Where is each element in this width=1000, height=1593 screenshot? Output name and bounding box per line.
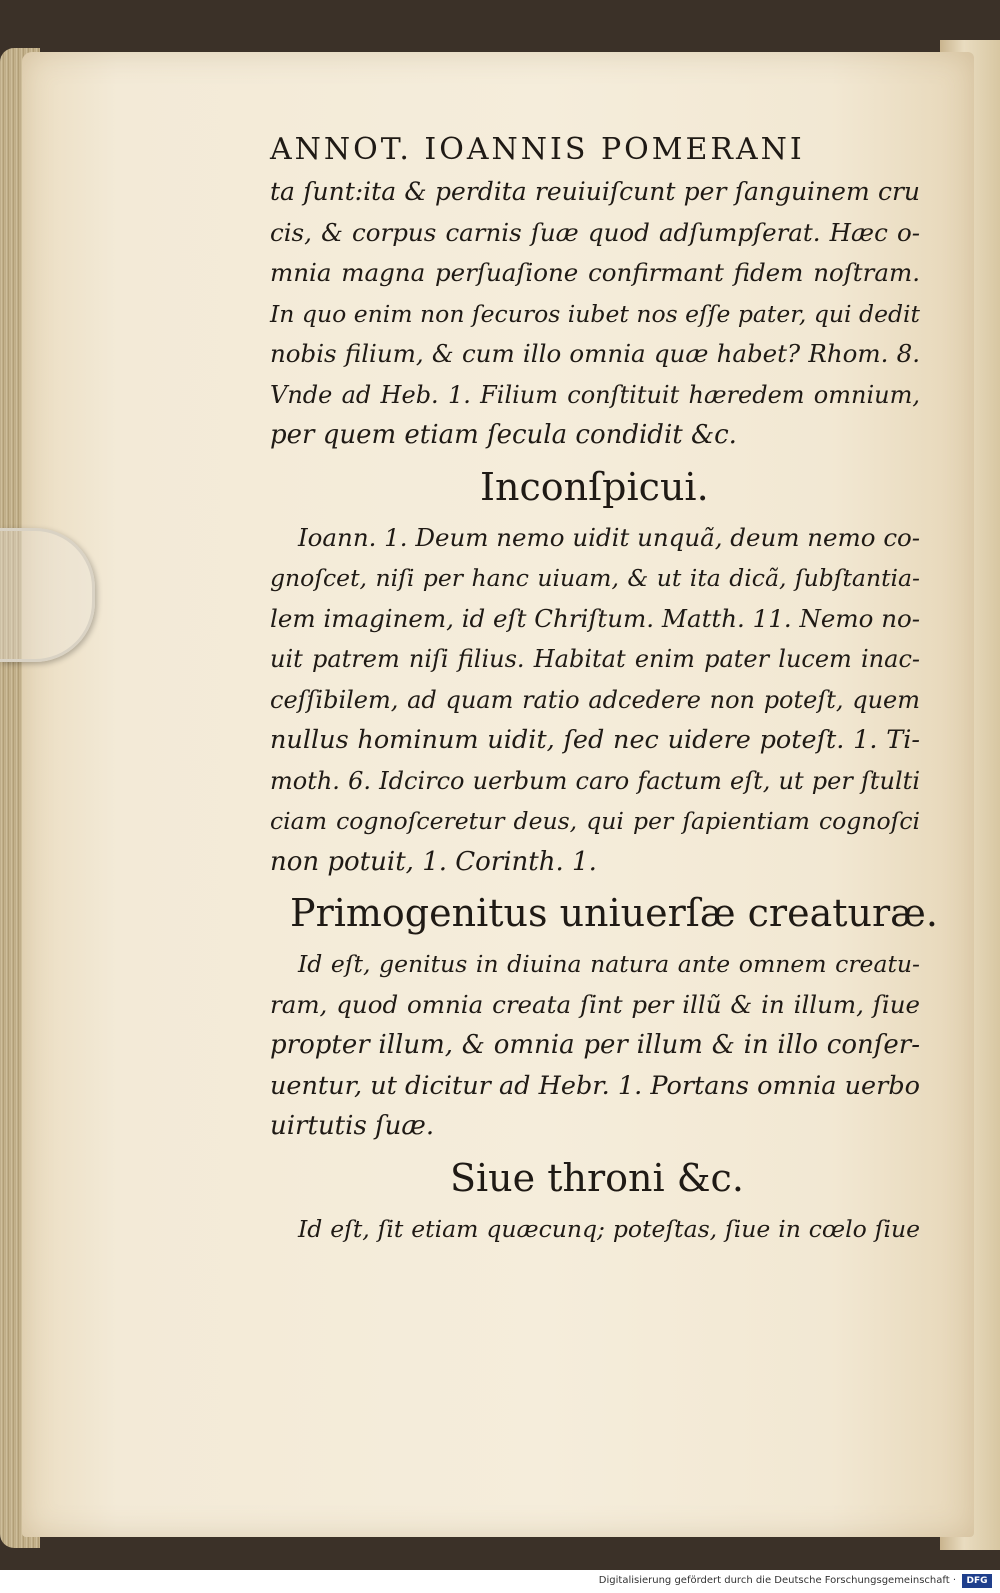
section-heading-siue-throni: Siue throni &c. bbox=[450, 1155, 744, 1200]
text-line: gnoſcet, niſi per hanc uiuam, & ut ita dicã, ſubſtantia- bbox=[270, 564, 920, 592]
text-line: Id eſt, genitus in diuina natura ante omnem creatu- bbox=[298, 950, 920, 978]
paragraph-3 bbox=[270, 944, 920, 1147]
text-line: per quem etiam ſecula condidit &c. bbox=[270, 420, 737, 450]
text-line: propter illum, & omnia per illum & in illo conſer- bbox=[270, 1030, 920, 1060]
page-text bbox=[270, 128, 938, 1249]
paragraph-2 bbox=[270, 518, 920, 883]
text-line: non potuit, 1. Corinth. 1. bbox=[270, 846, 597, 877]
text-line: nullus hominum uidit, ſed nec uidere poteſt. 1. Ti- bbox=[270, 725, 920, 755]
text-line: ta ſunt:ita & perdita reuiuiſcunt per ſanguinem cru bbox=[270, 177, 920, 206]
section-heading-primogenitus: Primogenitus uniuerſæ creaturæ. bbox=[290, 891, 938, 935]
text-line: Id eſt, ſit etiam quæcunq; poteſtas, ſiue in cœlo ſiue bbox=[298, 1214, 920, 1243]
text-line: cis, & corpus carnis ſuæ quod adſumpſerat. Hæc o- bbox=[270, 217, 920, 247]
text-line: ciam cognoſceretur deus, qui per ſapientiam cognoſci bbox=[270, 807, 920, 835]
text-line: ram, quod omnia creata ſint per illũ & in illum, ſiue bbox=[270, 989, 920, 1019]
footer-bar bbox=[0, 1570, 1000, 1593]
footer-credit: Digitalisierung gefördert durch die Deutsche Forschungsgemeinschaft · bbox=[598, 1575, 956, 1586]
dfg-logo: DFG bbox=[962, 1574, 992, 1588]
text-line: lem imaginem, id eſt Chriſtum. Matth. 11. Nemo no- bbox=[270, 603, 920, 633]
text-line: Vnde ad Heb. 1. Filium conſtituit hæredem omnium, bbox=[270, 380, 920, 409]
text-line: ceſſibilem, ad quam ratio adcedere non poteſt, quem bbox=[270, 685, 920, 714]
text-line: uit patrem niſi filius. Habitat enim pater lucem inac- bbox=[270, 645, 920, 673]
paragraph-1 bbox=[270, 172, 920, 456]
text-line: nobis filium, & cum illo omnia quæ habet? Rhom. 8. bbox=[270, 339, 920, 368]
text-line: moth. 6. Idcirco uerbum caro factum eſt, ut per ſtulti bbox=[270, 766, 920, 795]
text-line: uentur, ut dicitur ad Hebr. 1. Portans omnia uerbo bbox=[270, 1070, 920, 1101]
section-heading-inconspicui: Inconſpicui. bbox=[480, 464, 709, 509]
text-line: Ioann. 1. Deum nemo uidit unquã, deum nemo co- bbox=[298, 522, 921, 552]
running-header: ANNOT. IOANNIS POMERANI bbox=[270, 132, 805, 167]
text-line: In quo enim non ſecuros iubet nos eſſe pater, qui dedit bbox=[270, 299, 920, 328]
text-line: mnia magna perſuaſione confirmant fidem noſtram. bbox=[270, 258, 920, 287]
paragraph-4 bbox=[270, 1209, 920, 1250]
text-line: uirtutis ſuæ. bbox=[270, 1111, 435, 1141]
